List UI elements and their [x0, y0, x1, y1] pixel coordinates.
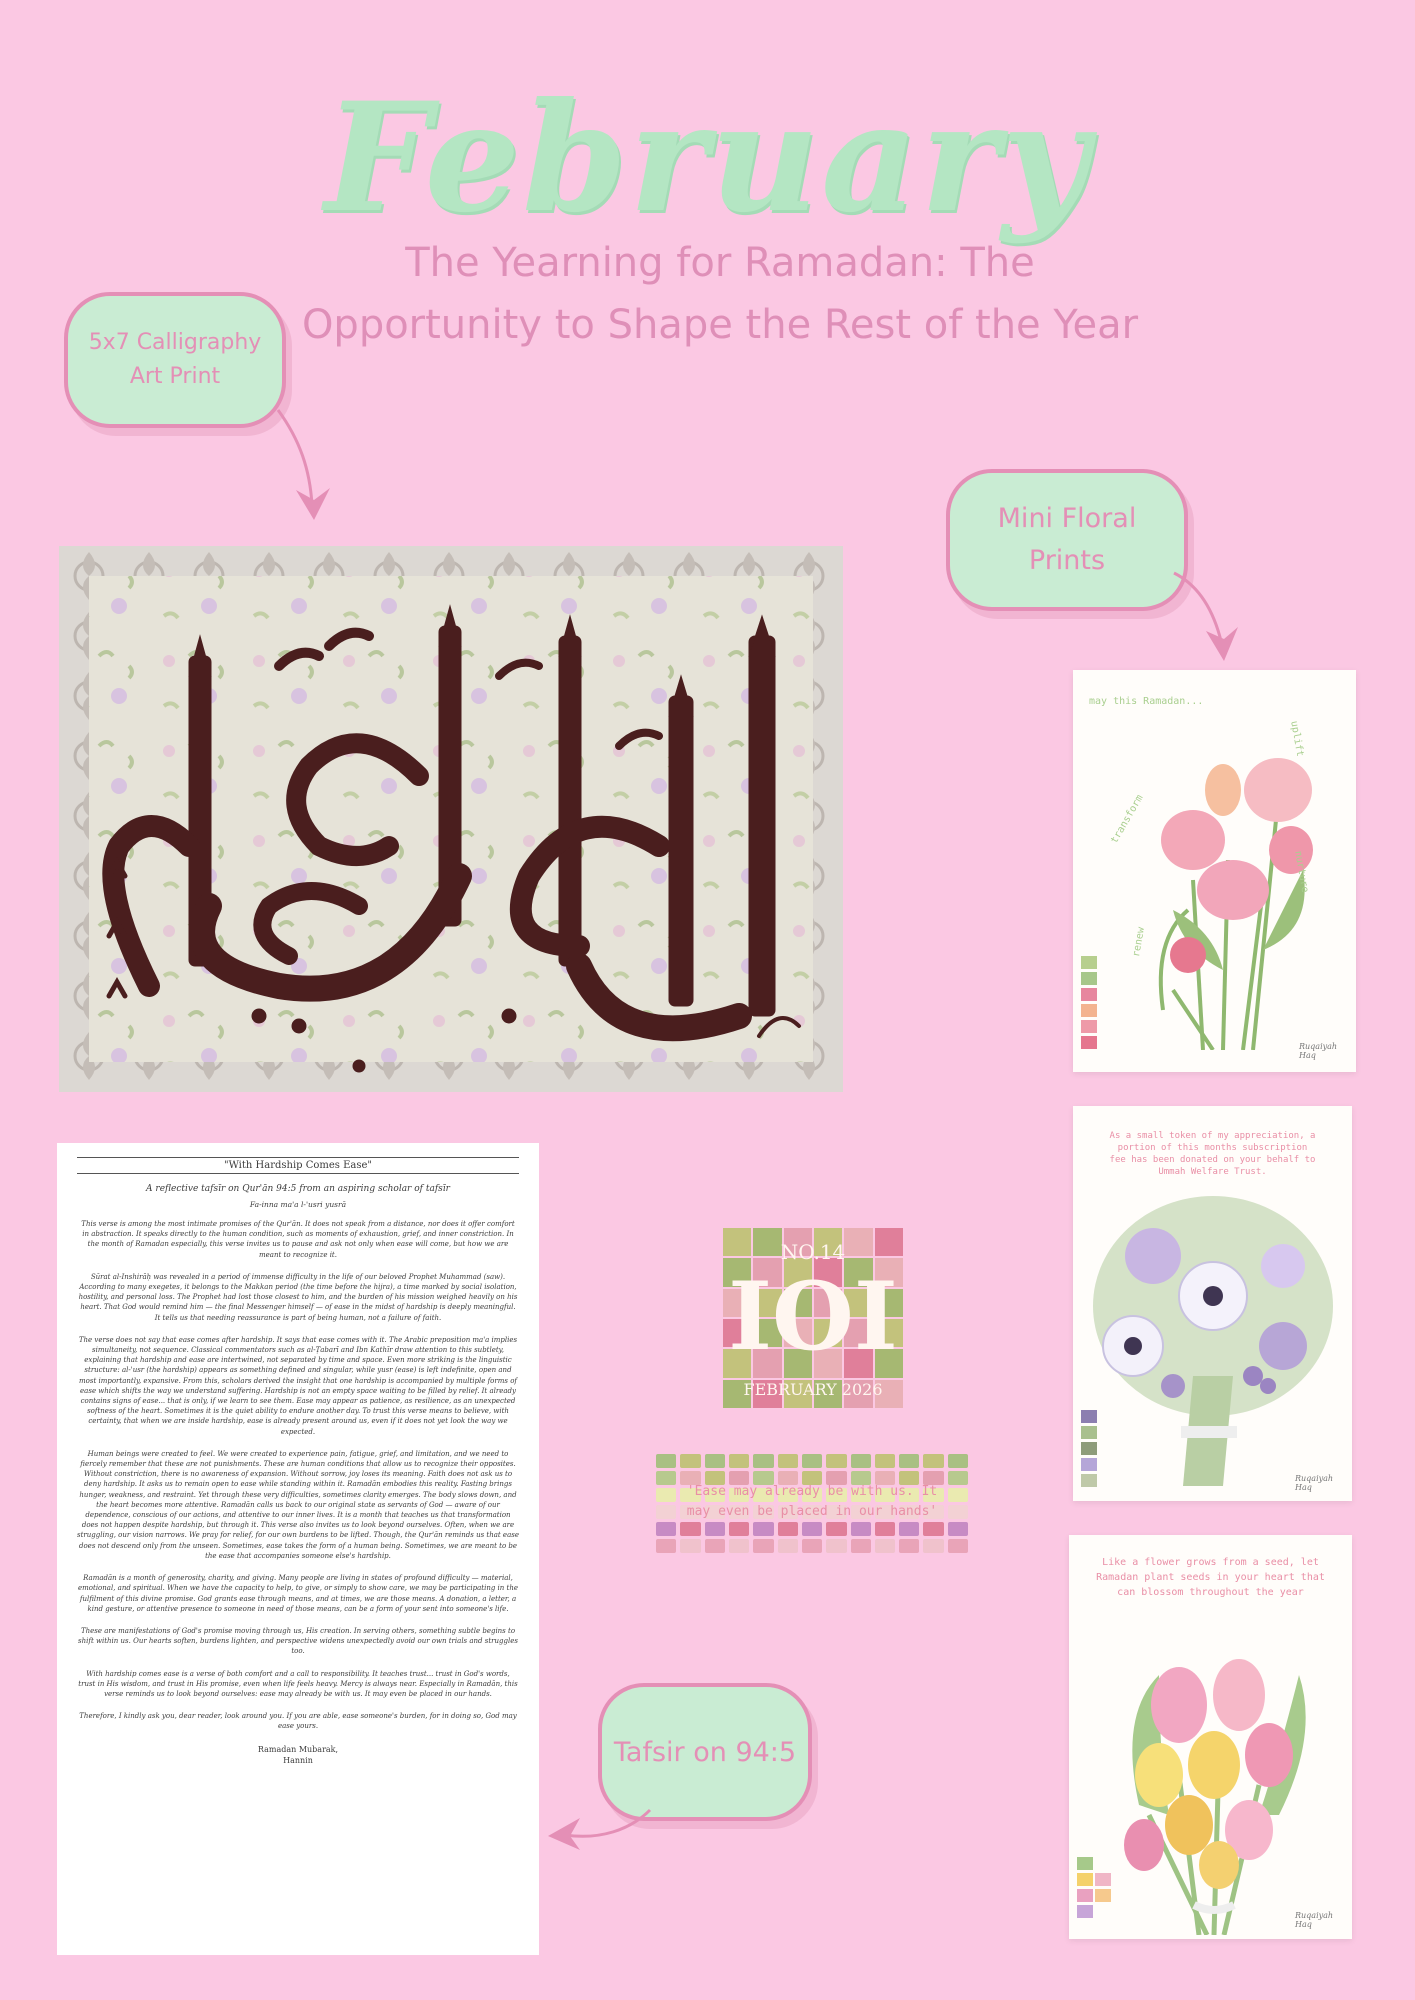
- essay-signoff: Ramadan Mubarak,: [257, 1744, 339, 1754]
- print-1-word-nurture: nurture: [1292, 850, 1311, 894]
- essay-paragraph: The verse does not say that ease comes after hardship. It says that ease comes with it. The Arabic preposition ma'a implies simultaneity, not sequence. Classical commentators such as al-Ṭabarī and Ibn Kathīr draw attention to this subtlety, explaining that hardship and ease are intertwined, not separated by time and space. Even more striking is the linguistic structure: al-'usr (the hardship) appears as something defined and singular, while yusr (ease) is left indefinite, open and most importantly, expansive. From this, scholars derived the insight that one hardship is accompanied by multiple forms of ease which shifts the way we understand suffering. Hardship is not an empty space waiting to be filled by relief. It already contains signs of ease... that is only, if we learn to see them. Ease may appear as patience, as resilience, as an unexpected softness of the heart. Sometimes it is the quiet ability to endure another day. To trust this verse means to believe, with certainty, that when we are inside hardship, ease is already present around us, even if it does not yet look the way we expected.: [78, 1335, 518, 1436]
- quote-box: [656, 1454, 968, 1554]
- print-2-signature: Ruqaiyah Haq: [1295, 1474, 1334, 1492]
- essay-paragraph: This verse is among the most intimate promises of the Qur'ān. It does not speak from a distance, nor does it offer comfort in abstraction. It speaks directly to the human condition, such as moments of exhaustion, grief, and inner constriction. In the month of Ramadan especially, this verse invites us to pause and ask not only when ease will come, but how we are meant to recognize it.: [81, 1220, 515, 1259]
- tafsir-label: Tafsir on 94:5: [613, 1736, 797, 1768]
- print-2-caption-line-1: As a small token of my appreciation, a: [1109, 1131, 1316, 1141]
- print-2-caption-line-3: fee has been donated on your behalf to: [1109, 1155, 1316, 1165]
- calligraphy-label-line-1: 5x7 Calligraphy: [88, 330, 262, 355]
- essay-transliteration: Fa-inna ma'a l-'usri yusrā: [249, 1200, 347, 1209]
- essay-paragraph: These are manifestations of God's promise moving through us, His creation. In serving others, something subtle begins to shift within us. Our hearts soften, burdens lighten, and perspective widens unexpectedly avoid our own trials and struggles too.: [78, 1626, 518, 1656]
- essay-title: "With Hardship Comes Ease": [77, 1157, 519, 1174]
- tafsir-essay-document: [57, 1143, 539, 1955]
- print-3-caption-line-3: can blossom throughout the year: [1117, 1587, 1304, 1598]
- floral-label-line-2: Prints: [1028, 545, 1106, 576]
- floral-print-1: [1073, 670, 1356, 1072]
- logo-mark: IOI: [728, 1262, 898, 1372]
- issue-logo: [723, 1228, 903, 1408]
- logo-date: FEBRUARY 2026: [743, 1380, 883, 1399]
- floral-print-3: [1069, 1535, 1352, 1939]
- print-2-caption: [1073, 1130, 1352, 1178]
- essay-author: Hannin: [283, 1755, 313, 1765]
- print-3-signature: Ruqaiyah Haq: [1295, 1911, 1334, 1929]
- calligraphy-art-print: [59, 546, 843, 1092]
- essay-paragraph: Sūrat al-Inshirāḥ was revealed in a period of immense difficulty in the life of our beloved Prophet Muhammad (saw). According to many exegetes, it belongs to the Makkan period (the time before the hijra), a time marked by social isolation, hostility, and personal loss. The Prophet had lost those closest to him, and the burden of his mission weighed heavily on his heart. That God would remind him — the final Messenger himself — of ease in the midst of hardship is deeply meaningful. It tells us that needing reassurance is part of being human, not a failure of faith.: [78, 1272, 518, 1322]
- page-title: February: [324, 70, 1091, 246]
- floral-label-cloud: [946, 469, 1188, 611]
- arrow-to-florals-icon: [1168, 565, 1248, 665]
- subtitle-line-2: Opportunity to Shape the Rest of the Year: [301, 302, 1139, 348]
- essay-paragraph: Therefore, I kindly ask you, dear reader, look around you. If you are able, ease someone's burden, for in doing so, God may ease yours.: [79, 1712, 517, 1731]
- print-2-caption-line-4: Ummah Welfare Trust.: [1158, 1167, 1267, 1177]
- floral-print-2: [1073, 1106, 1352, 1501]
- essay-paragraph: Ramadān is a month of generosity, charity, and giving. Many people are living in states of profound difficulty — material, emotional, and spiritual. When we have the capacity to help, to give, or simply to show care, we may be participating in the fulfilment of this divine promise. God grants ease through means, and at times, we are those means. A donation, a letter, a kind gesture, or attentive presence to someone in need of those means, can be a form of your sent into someone's life.: [78, 1574, 518, 1613]
- calligraphy-label-cloud: [64, 292, 286, 428]
- arrow-to-calligraphy-icon: [270, 400, 350, 525]
- tulip-bunch-icon: [1099, 1615, 1329, 1935]
- print-3-caption-line-2: Ramadan plant seeds in your heart that: [1096, 1572, 1325, 1583]
- print-1-word-transform: transform: [1109, 793, 1146, 846]
- print-3-caption-line-1: Like a flower grows from a seed, let: [1102, 1557, 1319, 1568]
- calligraphy-label-line-2: Art Print: [129, 364, 221, 389]
- print-1-word-uplift: uplift: [1288, 720, 1306, 758]
- subtitle-line-1: The Yearning for Ramadan: The: [405, 240, 1035, 286]
- page-subtitle: [220, 232, 1220, 356]
- quote-line-1: 'Ease may already be with us. It: [686, 1484, 938, 1499]
- essay-paragraph: Human beings were created to feel. We were created to experience pain, fatigue, grief, and limitation, and we need to fiercely remember that these are not punishments. These are human conditions that allow us to recognize their opposites. Without constriction, there is no awareness of expansion. Without sorrow, joy loses its meaning. Faith does not ask us to deny hardship. It asks us to remain open to ease while standing within it. Ramadān embodies this reality. Fasting brings hunger, weakness, and restraint. Yet through these very difficulties, sometimes clarity emerges. The body slows down, and the heart becomes more attentive. Ramadān calls us back to our original state as servants of God — aware of our dependence, conscious of our actions, and attentive to our inner lives. It is a month that teaches us that transformation does not happen despite hardship, but through it. This verse also invites us to look beyond ourselves. Often, when we are struggling, our vision narrows. We pray for relief, for our own burdens to be lifted. Though, the Qur'ān reminds us that ease does not descend only from the unseen. Sometimes, ease takes the form of a human being. Sometimes, we are meant to be the ease that accompanies someone else's hardship.: [77, 1449, 519, 1560]
- anemone-bouquet-icon: [1083, 1186, 1343, 1496]
- print-2-caption-line-2: portion of this months subscription: [1117, 1143, 1308, 1153]
- logo-number: NO.14: [780, 1240, 846, 1264]
- essay-subtitle: A reflective tafsīr on Qur'ān 94:5 from an aspiring scholar of tafsīr: [146, 1184, 450, 1194]
- print-1-word-renew: renew: [1131, 926, 1148, 958]
- quote-line-2: may even be placed in our hands': [686, 1504, 938, 1519]
- essay-paragraph: With hardship comes ease is a verse of both comfort and a call to responsibility. It teaches trust... trust in God's words, trust in His wisdom, and trust in His promise, even when life feels heavy. Mercy is always near. Especially in Ramadān, this verse reminds us to look beyond ourselves: ease may already be with us. It may even be placed in our hands.: [78, 1669, 518, 1698]
- tulip-bouquet-icon: [1113, 710, 1343, 1050]
- arrow-to-essay-icon: [540, 1790, 660, 1870]
- print-3-caption: [1069, 1555, 1352, 1600]
- floral-label-line-1: Mini Floral: [997, 503, 1137, 534]
- print-1-caption: may this Ramadan...: [1089, 696, 1204, 707]
- print-1-signature: Ruqaiyah Haq: [1299, 1042, 1338, 1060]
